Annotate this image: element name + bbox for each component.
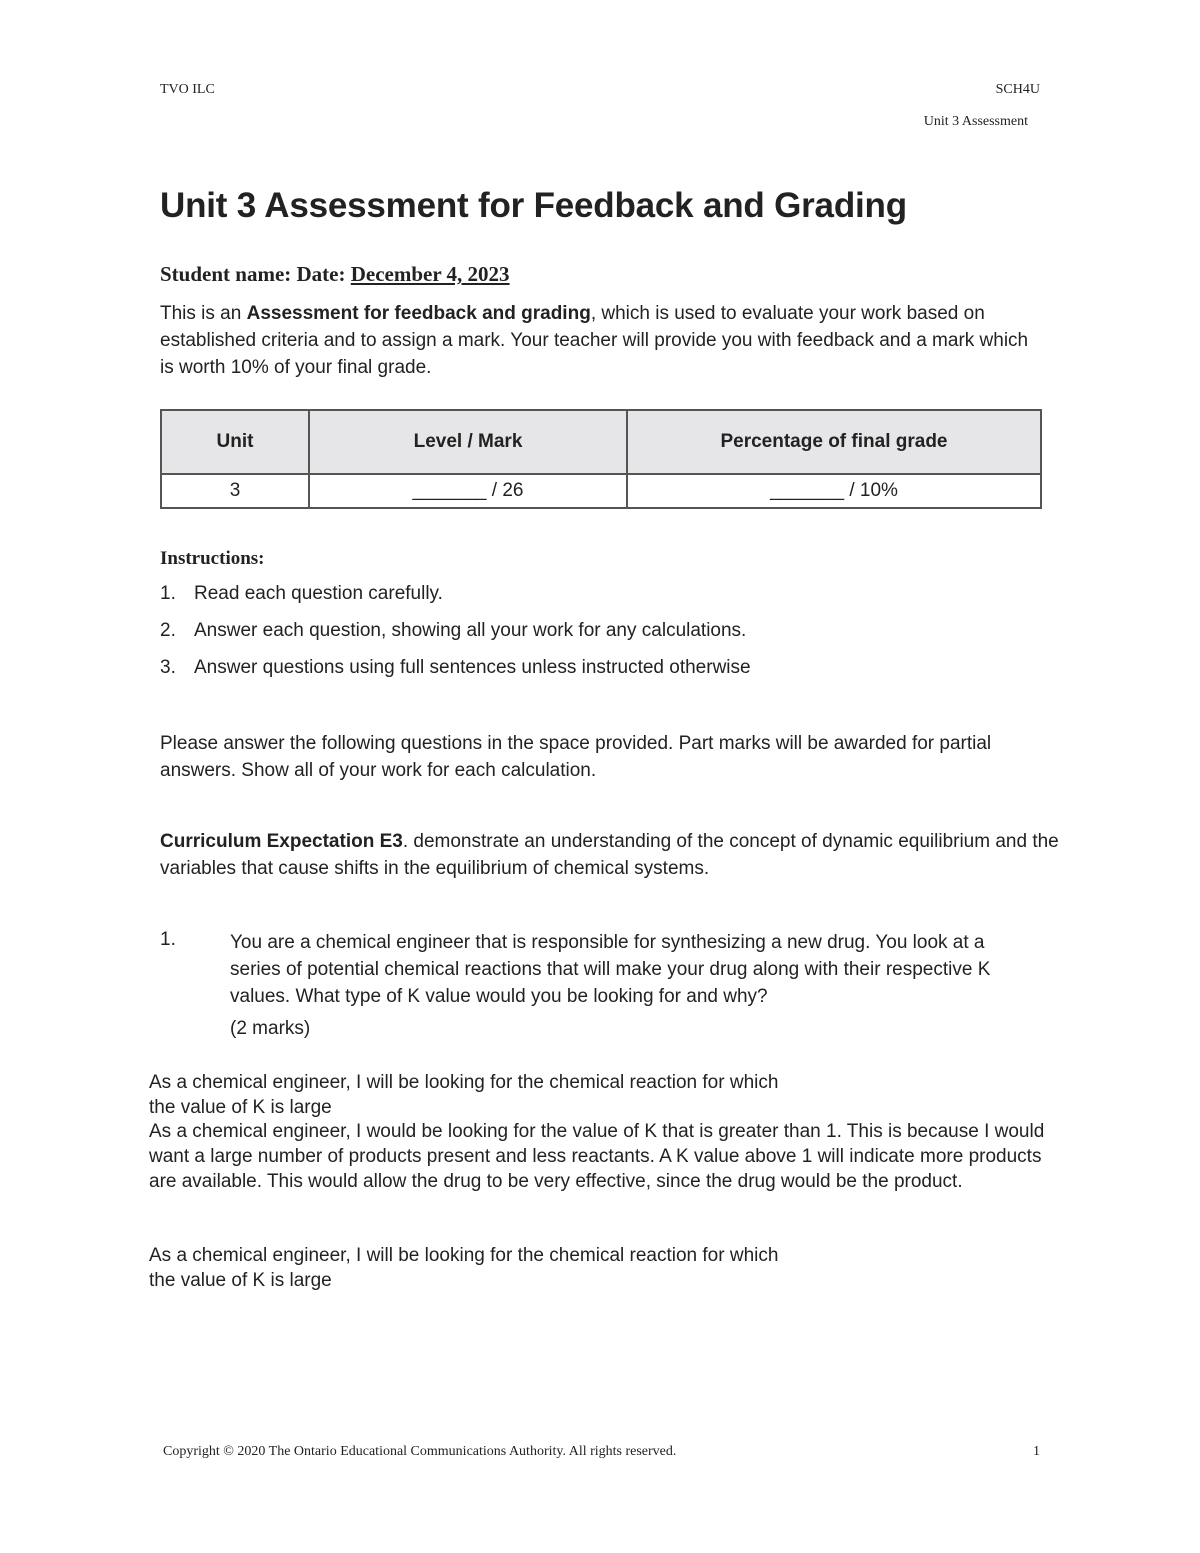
curriculum-label: Curriculum Expectation E3 <box>160 831 403 852</box>
intro-post: , which is used to evaluate your work based on established criteria and to assign a mark. Your teacher will provide you with feedback and a mark which is worth 10% of your final grade. <box>160 303 1029 378</box>
list-item-number: 1. <box>160 583 176 604</box>
answer-line: the value of K is large <box>149 1270 332 1291</box>
footer-copyright: Copyright © 2020 The Ontario Educational Communications Authority. All rights reserved. <box>163 1444 677 1459</box>
header-cell-percentage: Percentage of final grade <box>627 410 1041 474</box>
answer-line: As a chemical engineer, I will be looking for the chemical reaction for which <box>149 1245 779 1266</box>
list-item <box>160 620 751 657</box>
answer-block-3 <box>149 1243 1069 1293</box>
list-item-number: 3. <box>160 657 176 678</box>
student-date-label: Student name: Date: <box>160 262 346 286</box>
cell-unit: 3 <box>161 474 309 508</box>
list-item <box>160 583 751 620</box>
grade-table <box>160 409 1042 509</box>
header-cell-mark: Level / Mark <box>309 410 627 474</box>
question-number: 1. <box>160 929 176 950</box>
list-item-text: Answer each question, showing all your work for any calculations. <box>194 620 747 641</box>
curriculum-text: . demonstrate an understanding of the concept of dynamic equilibrium and the variables that cause shifts in the equilibrium of chemical systems. <box>160 831 1059 879</box>
instructions-list <box>160 583 751 694</box>
list-item-text: Read each question carefully. <box>194 583 443 604</box>
answer-line: the value of K is large <box>149 1097 332 1118</box>
intro-paragraph <box>160 300 1040 381</box>
curriculum-expectation <box>160 828 1060 882</box>
cell-percentage: _______ / 10% <box>627 474 1041 508</box>
header-left: TVO ILC <box>160 82 215 97</box>
list-item-text: Answer questions using full sentences unless instructed otherwise <box>194 657 751 678</box>
intro-bold: Assessment for feedback and grading <box>246 303 591 324</box>
question-text: You are a chemical engineer that is responsible for synthesizing a new drug. You look at a series of potential chemical reactions that will make your drug along with their respective K values. What type of K value would you be looking for and why? <box>230 932 991 1007</box>
header-cell-unit: Unit <box>161 410 309 474</box>
header-course-code: SCH4U <box>995 82 1040 97</box>
student-date-value: December 4, 2023 <box>350 262 510 286</box>
answer-line: As a chemical engineer, I will be looking for the chemical reaction for which <box>149 1072 779 1093</box>
grade-table-header <box>161 410 1041 474</box>
table-row <box>161 474 1041 508</box>
please-paragraph: Please answer the following questions in the space provided. Part marks will be awarded for partial answers. Show all of your work for each calculation. <box>160 733 992 781</box>
page-title: Unit 3 Assessment for Feedback and Grading <box>160 186 907 225</box>
cell-mark: _______ / 26 <box>309 474 627 508</box>
student-line <box>160 262 510 287</box>
list-item <box>160 657 751 694</box>
answer-block-1 <box>149 1070 1069 1120</box>
instructions-heading: Instructions: <box>160 548 265 569</box>
page-number: 1 <box>1033 1444 1040 1459</box>
header-unit-label: Unit 3 Assessment <box>923 114 1028 129</box>
question-marks: (2 marks) <box>230 1018 311 1039</box>
answer-block-2: As a chemical engineer, I would be looking for the value of K that is greater than 1. This is because I would want a large number of products present and less reactants. A K value above 1 will indicate more products are available. This would allow the drug to be very effective, since the drug would be the product. <box>149 1121 1045 1192</box>
list-item-number: 2. <box>160 620 176 641</box>
intro-pre: This is an <box>160 303 247 324</box>
